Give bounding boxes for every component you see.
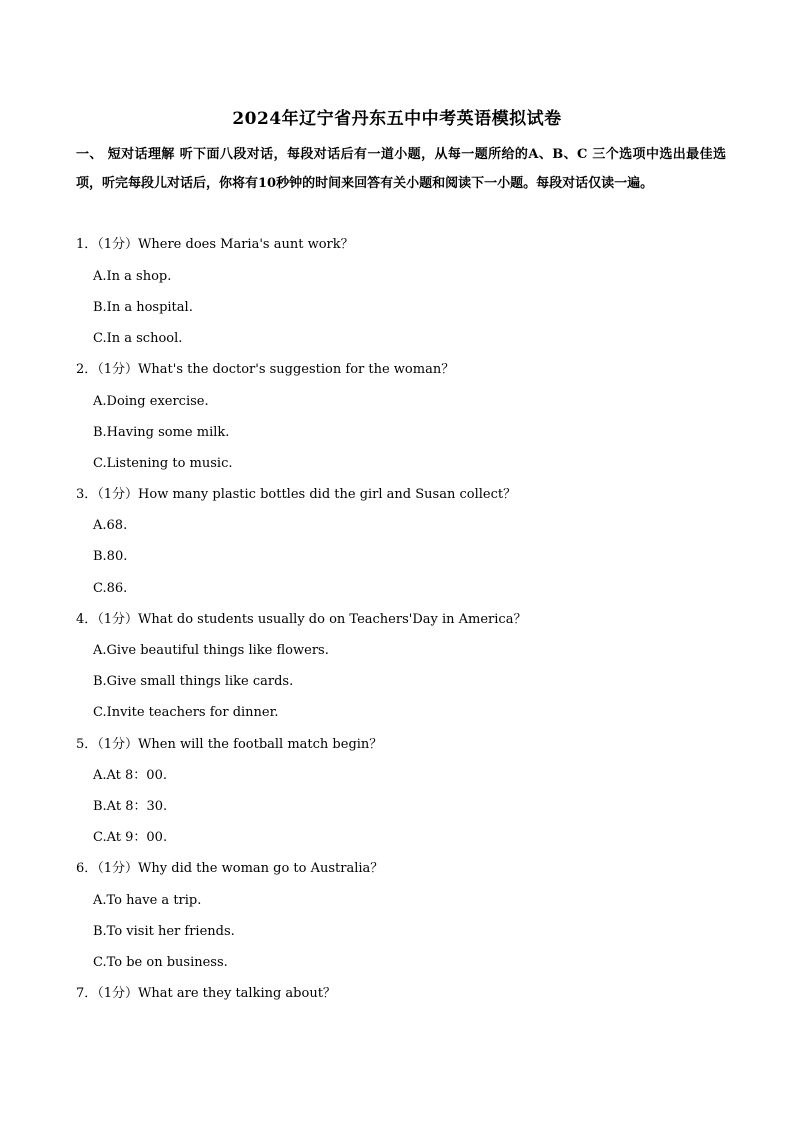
- question-6-option-a: A.To have a trip.: [93, 893, 202, 908]
- question-1-option-c: C.In a school.: [93, 331, 183, 346]
- question-1-option-b: B.In a hospital.: [93, 300, 193, 315]
- question-2-option-c: C.Listening to music.: [93, 456, 233, 471]
- question-6-option-c: C.To be on business.: [93, 955, 228, 970]
- question-4-option-b: B.Give small things like cards.: [93, 674, 294, 689]
- page-title: 2024年辽宁省丹东五中中考英语模拟试卷: [232, 109, 562, 129]
- question-3-option-b: B.80.: [93, 549, 128, 564]
- question-5-option-a: A.At 8：00.: [93, 768, 167, 783]
- question-2-option-a: A.Doing exercise.: [93, 394, 209, 409]
- question-5-option-b: B.At 8：30.: [93, 799, 168, 814]
- question-7-stem: 7．（1分）What are they talking about？: [76, 986, 336, 1001]
- question-3-stem: 3．（1分）How many plastic bottles did the girl and Susan collect？: [76, 487, 517, 502]
- question-3-option-c: C.86.: [93, 581, 128, 596]
- question-4-stem: 4．（1分）What do students usually do on Teachers'Day in America？: [76, 612, 527, 627]
- question-4-option-a: A.Give beautiful things like flowers.: [93, 643, 329, 658]
- question-1-stem: 1．（1分）Where does Maria's aunt work？: [76, 237, 354, 252]
- question-6-option-b: B.To visit her friends.: [93, 924, 235, 939]
- question-5-option-c: C.At 9：00.: [93, 830, 168, 845]
- question-2-option-b: B.Having some milk.: [93, 425, 230, 440]
- question-1-option-a: A.In a shop.: [93, 269, 172, 284]
- question-5-stem: 5．（1分）When will the football match begin？: [76, 737, 383, 752]
- question-3-option-a: A.68.: [93, 518, 128, 533]
- question-4-option-c: C.Invite teachers for dinner.: [93, 705, 279, 720]
- question-6-stem: 6．（1分）Why did the woman go to Australia？: [76, 861, 384, 876]
- question-2-stem: 2．（1分）What's the doctor's suggestion for the woman？: [76, 362, 455, 377]
- section-instructions: 一、 短对话理解 听下面八段对话，每段对话后有一道小题，从每一题所给的A、B、C 三个选项中选出最佳选项，听完每段儿对话后，你将有10秒钟的时间来回答有关小题和阅读下一小题。每段对话仅读一遍。: [76, 147, 726, 191]
